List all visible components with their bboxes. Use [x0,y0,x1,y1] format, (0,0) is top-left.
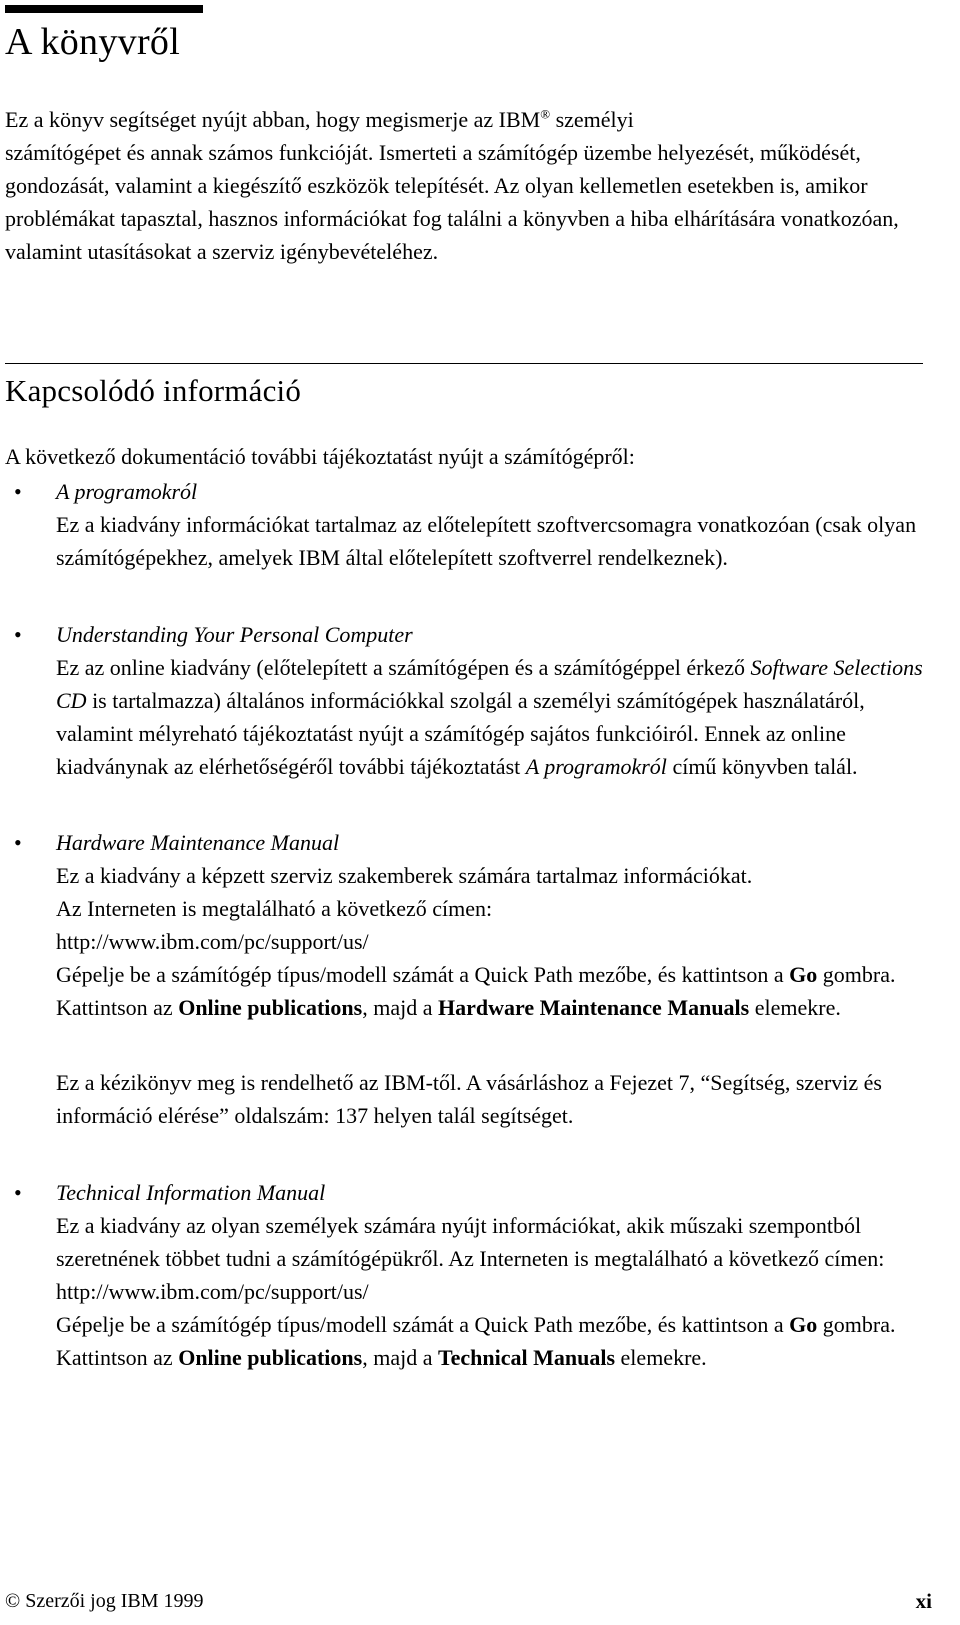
section-title: Kapcsolódó információ [5,373,302,408]
item-desc6: elemekre. [749,995,841,1020]
item-desc-a: Ez az online kiadvány (előtelepített a számítógépen és a számítógéppel érkező [56,655,751,680]
go-label: Go [789,962,818,987]
list-item-programs [56,475,936,574]
online-publications-label: Online publications [178,1345,363,1370]
item-desc-ref: A programokról [525,754,667,779]
page-title: A könyvről [5,21,181,63]
hmm-order-note: Ez a kézikönyv meg is rendelhető az IBM-től. A vásárláshoz a Fejezet 7, “Segítség, szerviz és információ elérése” oldalszám: 137 helyen talál segítséget. [56,1070,882,1128]
page-number: xi [915,1589,932,1613]
copyright-footer: © Szerzői jog IBM 1999 [5,1590,204,1612]
item-desc2: Gépelje be a számítógép típus/modell számát a Quick Path mezőbe, és kattintson a [56,1312,790,1337]
list-item-understanding [56,618,936,783]
online-publications-label: Online publications [178,995,363,1020]
section-lead: A következő dokumentáció további tájékoztatást nyújt a számítógépről: [5,444,635,469]
bullet-icon: • [14,622,22,647]
item-title: Technical Information Manual [56,1180,326,1205]
registered-mark: ® [540,106,551,122]
technical-manuals-label: Technical Manuals [437,1345,616,1370]
list-item-tim [56,1176,936,1374]
item-desc3: Gépelje be a számítógép típus/modell számát a Quick Path mezőbe, és kattintson a [56,962,790,987]
bullet-icon: • [14,830,22,855]
item-desc2: Az Interneten is megtalálható a következő címen: [56,896,493,921]
item-title: A programokról [56,479,198,504]
item-title: Hardware Maintenance Manual [56,830,340,855]
item-desc: Ez a kiadvány információkat tartalmaz az előtelepített szoftvercsomagra vonatkozóan (csak olyan számítógépekhez, amelyek IBM által előtelepített szoftverrel rendelkeznek). [56,512,917,570]
support-url: http://www.ibm.com/pc/support/us/ [56,929,369,954]
item-desc1: Ez a kiadvány az olyan személyek számára nyújt információkat, akik műszaki szempontból szeretnének többet tudni a számítógépükről. Az Interneten is megtalálható a következő címen: http://www.ibm.com/pc/support/us/ [56,1213,885,1304]
item-desc-c: című könyvben talál. [666,754,858,779]
list-item-hmm [56,826,936,1024]
item-desc3: gombra. Kattintson az [56,1312,896,1370]
intro-line1a: Ez a könyv segítséget nyújt abban, hogy megismerje az IBM [5,107,541,132]
hmm-manuals-label: Hardware Maintenance Manuals [437,995,750,1020]
intro-line1b: személyi [550,107,634,132]
bullet-icon: • [14,479,22,504]
item-desc-b: is tartalmazza) általános információkkal szolgál a személyi számítógépek használatáról, valamint mélyreható tájékoztatást nyújt a számítógép sajátos funkcióiról. Ennek az online kiadványnak az elérhetőségéről további tájékoztatást [56,688,865,779]
section-rule [5,363,923,364]
intro-paragraph [5,103,905,268]
go-label: Go [789,1312,818,1337]
item-desc5: elemekre. [615,1345,707,1370]
bullet-icon: • [14,1180,22,1205]
item-desc4: , majd a [362,1345,438,1370]
header-rule [5,5,203,13]
item-desc4: gombra. Kattintson az [56,962,896,1020]
item-desc-cd: Software Selections CD [56,655,923,713]
intro-rest: számítógépet és annak számos funkcióját. Ismerteti a számítógép üzembe helyezését, működését, gondozását, valamint a kiegészítő eszközök telepítését. Az olyan kellemetlen esetekben is, amikor problémákat tapasztal, hasznos információkat fog találni a könyvben a hiba elhárítására vonatkozóan, valamint utasításokat a szerviz igénybevételéhez. [5,140,899,264]
item-title: Understanding Your Personal Computer [56,622,413,647]
item-desc5: , majd a [362,995,438,1020]
item-desc1: Ez a kiadvány a képzett szerviz szakemberek számára tartalmaz információkat. [56,863,753,888]
